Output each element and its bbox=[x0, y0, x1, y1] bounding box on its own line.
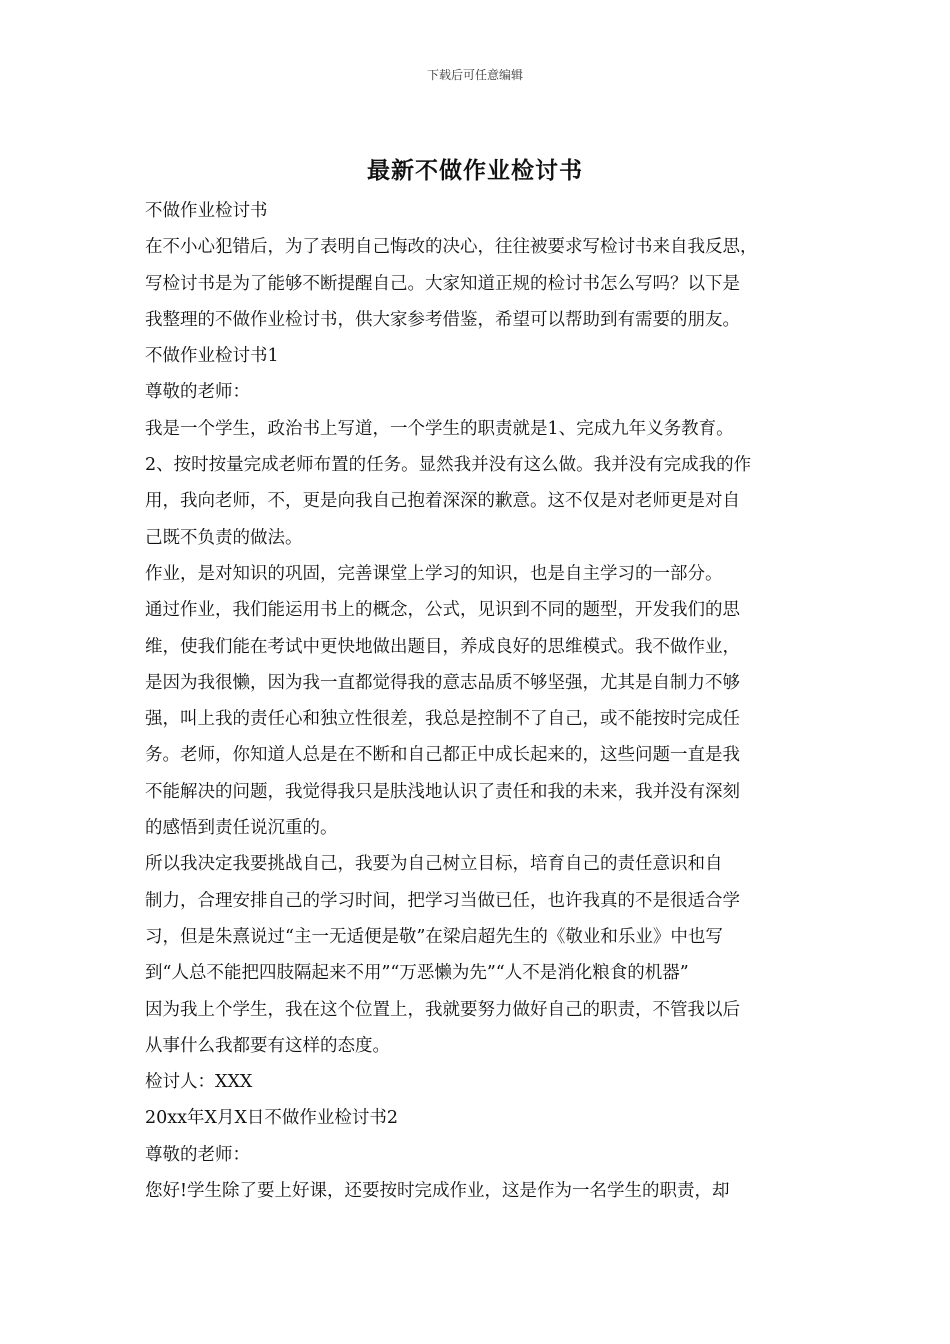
paragraph-line: 2、按时按量完成老师布置的任务。显然我并没有这么做。我并没有完成我的作 bbox=[145, 455, 752, 476]
salutation: 尊敬的老师： bbox=[145, 382, 250, 403]
paragraph-line: 用，我向老师，不，更是向我自己抱着深深的歉意。这不仅是对老师更是对自 bbox=[145, 491, 740, 512]
paragraph-line: 维，使我们能在考试中更快地做出题目，养成良好的思维模式。我不做作业， bbox=[145, 636, 740, 657]
paragraph-line: 到“人总不能把四肢隔起来不用”“万恶懒为先”“人不是消化粮食的机器” bbox=[145, 963, 689, 984]
paragraph-line: 是因为我很懒，因为我一直都觉得我的意志品质不够坚强，尤其是自制力不够 bbox=[145, 672, 740, 693]
page-header-note: 下载后可任意编辑 bbox=[426, 68, 523, 82]
section-heading: 不做作业检讨书 bbox=[145, 201, 268, 221]
paragraph-line: 强，叫上我的责任心和独立性很差，我总是控制不了自己，或不能按时完成任 bbox=[145, 709, 740, 730]
paragraph-line: 因为我上个学生，我在这个位置上，我就要努力做好自己的职责，不管我以后 bbox=[145, 999, 740, 1020]
document-title: 最新不做作业检讨书 bbox=[367, 157, 583, 184]
paragraph-line: 制力，合理安排自己的学习时间，把学习当做已任，也许我真的不是很适合学 bbox=[145, 890, 740, 911]
paragraph-line: 不能解决的问题，我觉得我只是肤浅地认识了责任和我的未来，我并没有深刻 bbox=[145, 781, 740, 802]
section-heading: 不做作业检讨书1 bbox=[145, 346, 279, 367]
paragraph-line: 在不小心犯错后，为了表明自己悔改的决心，往往被要求写检讨书来自我反思， bbox=[145, 237, 758, 258]
paragraph-line: 所以我决定我要挑战自己，我要为自己树立目标，培育自己的责任意识和自 bbox=[145, 854, 723, 875]
signature-line: 检讨人：XXX bbox=[145, 1072, 253, 1093]
paragraph-line: 我整理的不做作业检讨书，供大家参考借鉴，希望可以帮助到有需要的朋友。 bbox=[145, 309, 740, 330]
paragraph-line: 习，但是朱熹说过“主一无适便是敬”在梁启超先生的《敬业和乐业》中也写 bbox=[145, 926, 723, 947]
paragraph-line: 的感悟到责任说沉重的。 bbox=[145, 818, 338, 839]
paragraph-line: 通过作业，我们能运用书上的概念，公式，见识到不同的题型，开发我们的思 bbox=[145, 600, 740, 621]
paragraph-line: 您好!学生除了要上好课，还要按时完成作业，这是作为一名学生的职责，却 bbox=[145, 1181, 730, 1202]
paragraph-line: 务。老师，你知道人总是在不断和自己都正中成长起来的，这些问题一直是我 bbox=[145, 745, 740, 766]
salutation: 尊敬的老师： bbox=[145, 1144, 250, 1165]
paragraph-line: 己既不负责的做法。 bbox=[145, 527, 303, 548]
document-body bbox=[145, 193, 820, 1209]
paragraph-line: 作业，是对知识的巩固，完善课堂上学习的知识，也是自主学习的一部分。 bbox=[145, 563, 723, 584]
paragraph-line: 写检讨书是为了能够不断提醒自己。大家知道正规的检讨书怎么写吗？以下是 bbox=[145, 273, 740, 294]
paragraph-line: 从事什么我都要有这样的态度。 bbox=[145, 1035, 390, 1056]
paragraph-line: 我是一个学生，政治书上写道，一个学生的职责就是1、完成九年义务教育。 bbox=[145, 418, 734, 439]
date-line: 20xx年X月X日不做作业检讨书2 bbox=[145, 1108, 399, 1129]
